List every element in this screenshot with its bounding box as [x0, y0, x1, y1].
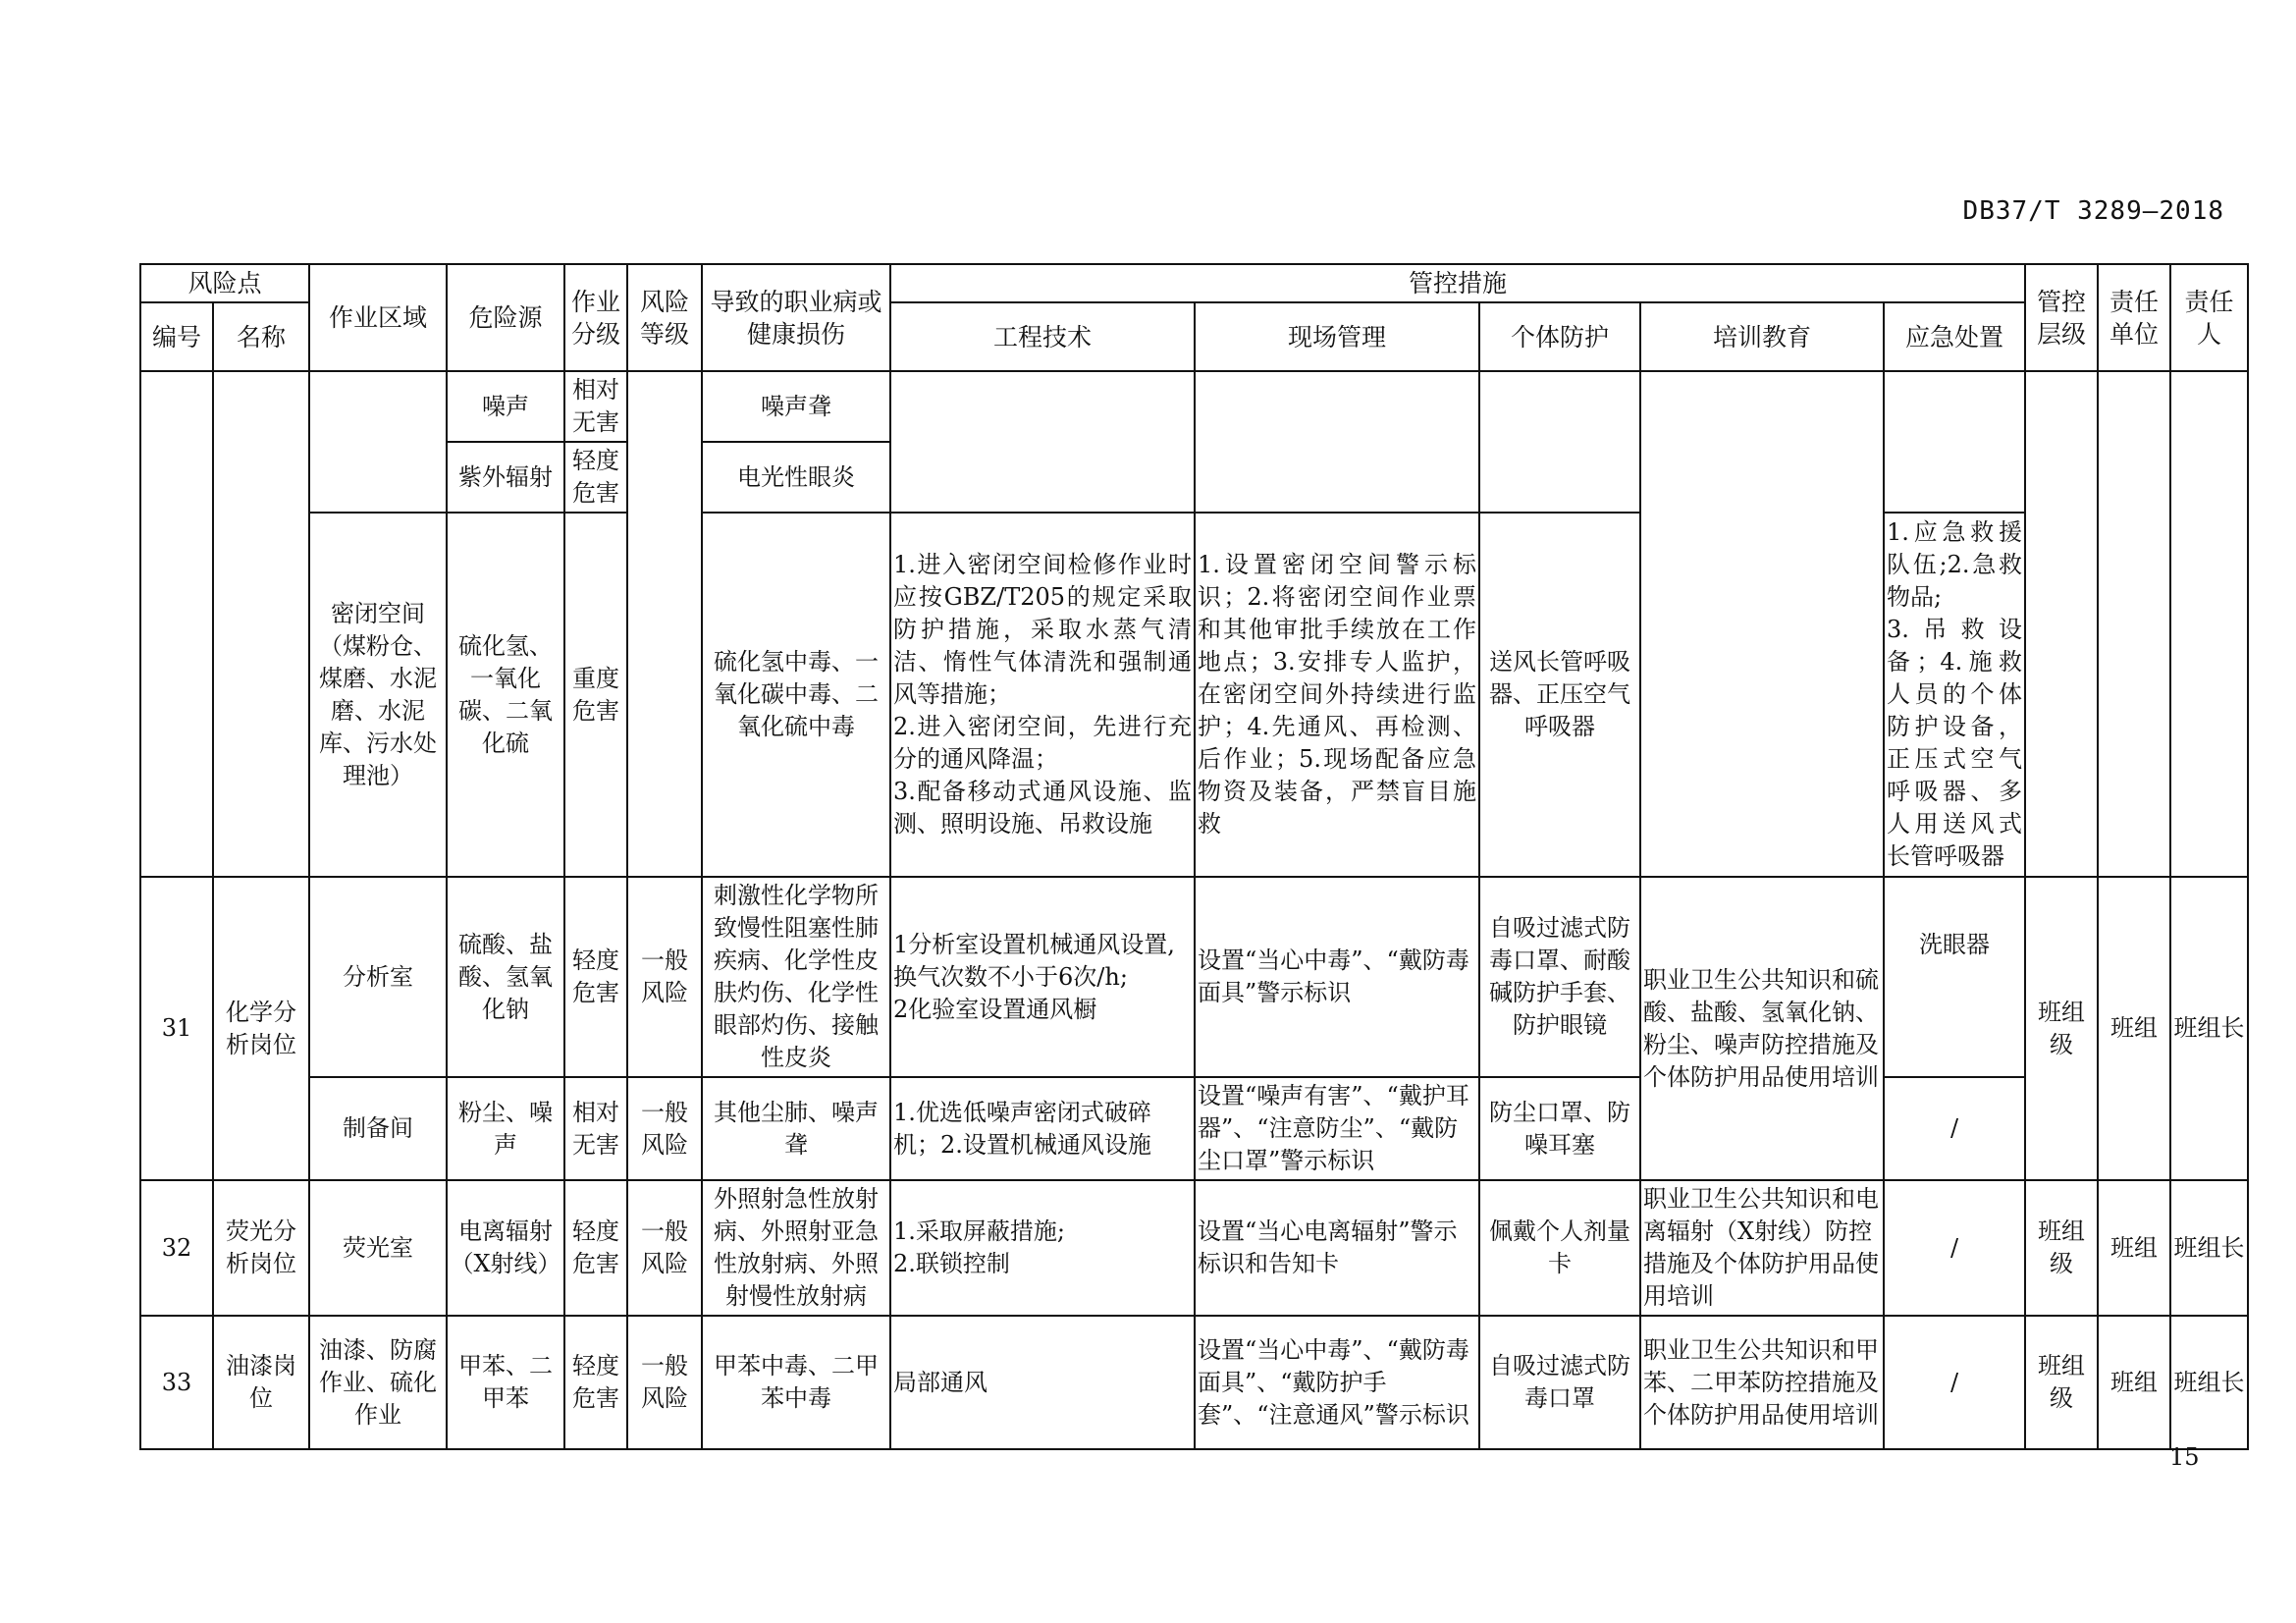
header-risk-point: 风险点 [140, 264, 309, 302]
hazard-cell: 电离辐射（X射线） [447, 1180, 564, 1316]
site-management-cell: 1.设置密闭空间警示标识；2.将密闭空间作业票和其他审批手续放在工作地点；3.安排专人监护，在密闭空间外持续进行监护；4.先通风、再检测、后作业；5.现场配备应急物资及装备，严禁盲目施救 [1195, 513, 1479, 877]
ppe-cell: 自吸过滤式防毒口罩 [1479, 1316, 1640, 1449]
grade-cell: 相对无害 [564, 371, 627, 442]
cont-unit-cell [2098, 371, 2170, 877]
header-hazard-source: 危险源 [447, 264, 564, 371]
risk-cell: 一般风险 [627, 1077, 702, 1180]
cont-emergency-cell [1884, 371, 2025, 513]
grade-cell: 轻度危害 [564, 442, 627, 513]
table-row [140, 513, 2248, 877]
table-row [140, 1077, 2248, 1180]
header-emergency: 应急处置 [1884, 302, 2025, 371]
resp-unit-cell: 班组 [2098, 1180, 2170, 1316]
ppe-cell: 防尘口罩、防噪耳塞 [1479, 1077, 1640, 1180]
ppe-cell: 佩戴个人剂量卡 [1479, 1180, 1640, 1316]
table-row [140, 877, 2248, 1077]
hazard-cell: 粉尘、噪声 [447, 1077, 564, 1180]
resp-unit-cell: 班组 [2098, 877, 2170, 1180]
grade-cell: 相对无害 [564, 1077, 627, 1180]
number-cell: 32 [140, 1180, 213, 1316]
disease-cell: 噪声聋 [702, 371, 890, 442]
hazard-cell: 甲苯、二甲苯 [447, 1316, 564, 1449]
resp-person-cell: 班组长 [2170, 1180, 2248, 1316]
header-work-area: 作业区域 [309, 264, 447, 371]
engineering-cell: 1.进入密闭空间检修作业时应按GBZ/T205的规定采取防护措施，采取水蒸气清洁、惰性气体清洗和强制通风等措施； 2.进入密闭空间，先进行充分的通风降温； 3.配备移动式通风设施、监测、照明设施、吊救设施 [890, 513, 1195, 877]
header-name: 名称 [213, 302, 309, 371]
risk-cell: 一般风险 [627, 877, 702, 1077]
area-cell: 荧光室 [309, 1180, 447, 1316]
resp-person-cell: 班组长 [2170, 877, 2248, 1180]
engineering-cell: 1.优选低噪声密闭式破碎机；2.设置机械通风设施 [890, 1077, 1195, 1180]
header-control-level: 管控层级 [2025, 264, 2098, 371]
training-cell: 职业卫生公共知识和甲苯、二甲苯防控措施及个体防护用品使用培训 [1640, 1316, 1884, 1449]
emergency-cell: / [1884, 1077, 2025, 1180]
hazard-cell: 噪声 [447, 371, 564, 442]
emergency-cell: / [1884, 1180, 2025, 1316]
name-cell: 化学分析岗位 [213, 877, 309, 1180]
cont-number-cell [140, 371, 213, 877]
header-disease: 导致的职业病或健康损伤 [702, 264, 890, 371]
table-row [140, 1316, 2248, 1449]
area-cell: 密闭空间（煤粉仓、煤磨、水泥磨、水泥库、污水处理池） [309, 513, 447, 877]
header-number: 编号 [140, 302, 213, 371]
header-work-grade: 作业分级 [564, 264, 627, 371]
site-management-cell: 设置“当心中毒”、“戴防毒面具”、“戴防护手套”、“注意通风”警示标识 [1195, 1316, 1479, 1449]
resp-unit-cell: 班组 [2098, 1316, 2170, 1449]
control-level-cell: 班组级 [2025, 1316, 2098, 1449]
disease-cell: 其他尘肺、噪声聋 [702, 1077, 890, 1180]
risk-cell: 一般风险 [627, 1316, 702, 1449]
area-cell: 分析室 [309, 877, 447, 1077]
emergency-cell: / [1884, 1316, 2025, 1449]
site-management-cell: 设置“噪声有害”、“戴护耳器”、“注意防尘”、“戴防尘口罩”警示标识 [1195, 1077, 1479, 1180]
training-cell: 职业卫生公共知识和电离辐射（X射线）防控措施及个体防护用品使用培训 [1640, 1180, 1884, 1316]
cont-name-cell [213, 371, 309, 877]
engineering-cell: 1.采取屏蔽措施; 2.联锁控制 [890, 1180, 1195, 1316]
emergency-cell: 洗眼器 [1884, 877, 2025, 1077]
grade-cell: 重度危害 [564, 513, 627, 877]
hazard-cell: 硫化氢、一氧化碳、二氧化硫 [447, 513, 564, 877]
header-training: 培训教育 [1640, 302, 1884, 371]
disease-cell: 甲苯中毒、二甲苯中毒 [702, 1316, 890, 1449]
disease-cell: 硫化氢中毒、一氧化碳中毒、二氧化硫中毒 [702, 513, 890, 877]
site-management-cell: 设置“当心中毒”、“戴防毒面具”警示标识 [1195, 877, 1479, 1077]
grade-cell: 轻度危害 [564, 1180, 627, 1316]
name-cell: 荧光分析岗位 [213, 1180, 309, 1316]
cont-ppe-cell [1479, 371, 1640, 513]
cont-area-cell [309, 371, 447, 513]
grade-cell: 轻度危害 [564, 877, 627, 1077]
hazard-cell: 硫酸、盐酸、氢氧化钠 [447, 877, 564, 1077]
control-level-cell: 班组级 [2025, 1180, 2098, 1316]
engineering-cell: 局部通风 [890, 1316, 1195, 1449]
disease-cell: 外照射急性放射病、外照射亚急性放射病、外照射慢性放射病 [702, 1180, 890, 1316]
page-number: 15 [2169, 1443, 2200, 1471]
name-cell: 油漆岗位 [213, 1316, 309, 1449]
number-cell: 31 [140, 877, 213, 1180]
header-control-measures: 管控措施 [890, 264, 2025, 302]
header-risk-level: 风险等级 [627, 264, 702, 371]
area-cell: 制备间 [309, 1077, 447, 1180]
area-cell: 油漆、防腐作业、硫化作业 [309, 1316, 447, 1449]
risk-control-table [139, 263, 2249, 1450]
disease-cell: 刺激性化学物所致慢性阻塞性肺疾病、化学性皮肤灼伤、化学性眼部灼伤、接触性皮炎 [702, 877, 890, 1077]
grade-cell: 轻度危害 [564, 1316, 627, 1449]
engineering-cell: 1分析室设置机械通风设置,换气次数不小于6次/h; 2化验室设置通风橱 [890, 877, 1195, 1077]
emergency-cell: 1.应急救援队伍;2.急救物品; 3.吊救设备；4.施救人员的个体防护设备，正压式空气呼吸器、多人用送风式长管呼吸器 [1884, 513, 2025, 877]
header-personal-protection: 个体防护 [1479, 302, 1640, 371]
ppe-cell: 送风长管呼吸器、正压空气呼吸器 [1479, 513, 1640, 877]
resp-person-cell: 班组长 [2170, 1316, 2248, 1449]
header-resp-person: 责任人 [2170, 264, 2248, 371]
document-code: DB37/T 3289—2018 [1962, 196, 2224, 226]
risk-cell: 一般风险 [627, 1180, 702, 1316]
control-level-cell: 班组级 [2025, 877, 2098, 1180]
cont-site-cell [1195, 371, 1479, 513]
ppe-cell: 自吸过滤式防毒口罩、耐酸碱防护手套、防护眼镜 [1479, 877, 1640, 1077]
header-resp-unit: 责任单位 [2098, 264, 2170, 371]
training-cell: 职业卫生公共知识和硫酸、盐酸、氢氧化钠、粉尘、噪声防控措施及个体防护用品使用培训 [1640, 877, 1884, 1180]
cont-level-cell [2025, 371, 2098, 877]
site-management-cell: 设置“当心电离辐射”警示标识和告知卡 [1195, 1180, 1479, 1316]
hazard-cell: 紫外辐射 [447, 442, 564, 513]
disease-cell: 电光性眼炎 [702, 442, 890, 513]
number-cell: 33 [140, 1316, 213, 1449]
table-row [140, 371, 2248, 442]
cont-engineering-cell [890, 371, 1195, 513]
cont-training-cell [1640, 371, 1884, 877]
table-row [140, 1180, 2248, 1316]
header-site-management: 现场管理 [1195, 302, 1479, 371]
cont-risk-cell [627, 371, 702, 877]
header-engineering: 工程技术 [890, 302, 1195, 371]
cont-person-cell [2170, 371, 2248, 877]
